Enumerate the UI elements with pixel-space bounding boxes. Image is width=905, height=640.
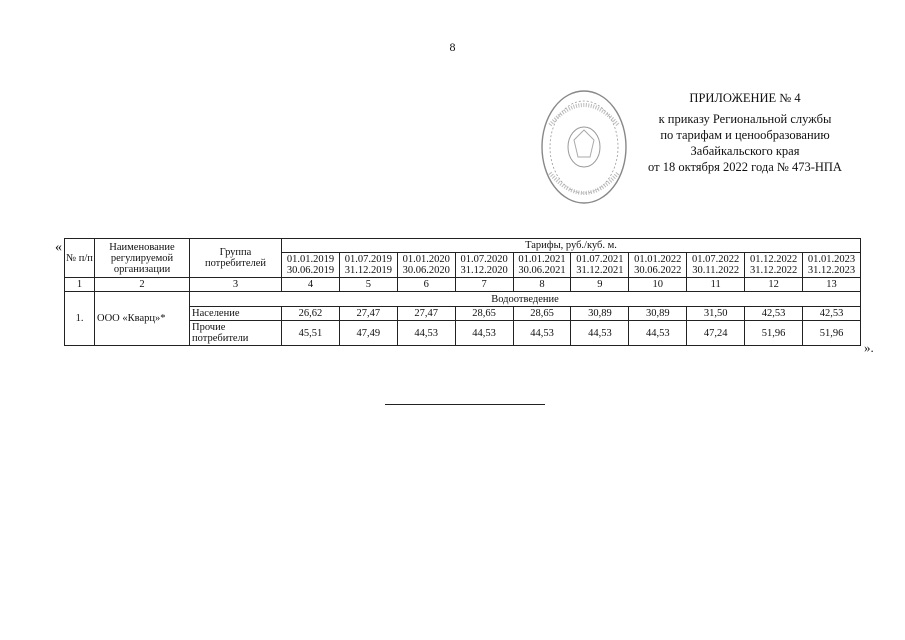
column-number: 10 (629, 278, 687, 292)
tariff-value: 28,65 (455, 307, 513, 321)
consumer-group: Прочие потребители (190, 321, 282, 346)
period-header (455, 253, 513, 278)
tariff-table (64, 238, 861, 346)
section-title: Водоотведение (190, 292, 861, 307)
period-header (513, 253, 571, 278)
appendix-title: ПРИЛОЖЕНИЕ № 4 (689, 91, 801, 105)
column-number: 13 (803, 278, 861, 292)
column-number: 7 (455, 278, 513, 292)
period-to: 31.12.2021 (576, 265, 624, 276)
period-header (629, 253, 687, 278)
period-from: 01.01.2019 (286, 254, 335, 265)
period-header (571, 253, 629, 278)
appendix-line-4: от 18 октября 2022 года № 473-НПА (648, 160, 842, 174)
column-number: 4 (282, 278, 340, 292)
period-from: 01.01.2020 (402, 254, 450, 265)
page-number: 8 (449, 40, 456, 54)
column-number: 6 (397, 278, 455, 292)
tariff-value: 42,53 (803, 307, 861, 321)
column-number: 12 (745, 278, 803, 292)
tariff-value: 30,89 (571, 307, 629, 321)
period-from: 01.07.2019 (344, 254, 392, 265)
column-number: 3 (190, 278, 282, 292)
period-header (282, 253, 340, 278)
period-header (745, 253, 803, 278)
period-from: 01.01.2021 (518, 254, 566, 265)
period-from: 01.07.2022 (692, 254, 740, 265)
appendix-line-3: Забайкальского края (690, 144, 800, 158)
signature-line (385, 404, 545, 405)
period-to: 31.12.2023 (807, 265, 856, 276)
period-from: 01.07.2020 (460, 254, 508, 265)
period-to: 30.06.2019 (286, 265, 335, 276)
appendix-header (620, 90, 870, 175)
header-consumer-group: Группа потребителей (190, 239, 282, 278)
period-from: 01.12.2022 (749, 254, 798, 265)
appendix-line-2: по тарифам и ценообразованию (660, 128, 830, 142)
consumer-group: Население (190, 307, 282, 321)
header-organization: Наименование регулируемой организации (95, 239, 190, 278)
period-to: 30.11.2022 (692, 265, 740, 276)
period-to: 30.06.2021 (518, 265, 566, 276)
period-header (803, 253, 861, 278)
tariff-value: 27,47 (397, 307, 455, 321)
organization-name: ООО «Кварц»* (95, 292, 190, 346)
period-header (397, 253, 455, 278)
column-number: 11 (687, 278, 745, 292)
period-to: 31.12.2020 (460, 265, 508, 276)
tariff-value: 45,51 (282, 321, 340, 346)
tariff-value: 30,89 (629, 307, 687, 321)
tariff-value: 42,53 (745, 307, 803, 321)
period-to: 31.12.2022 (749, 265, 798, 276)
tariff-value: 51,96 (745, 321, 803, 346)
period-to: 30.06.2022 (634, 265, 682, 276)
period-from: 01.01.2023 (807, 254, 856, 265)
tariff-value: 44,53 (513, 321, 571, 346)
appendix-line-1: к приказу Региональной службы (658, 112, 832, 126)
official-seal-stamp (538, 85, 630, 215)
column-number: 5 (339, 278, 397, 292)
tariff-value: 44,53 (397, 321, 455, 346)
header-no: № п/п (65, 239, 95, 278)
period-to: 30.06.2020 (402, 265, 450, 276)
column-number: 2 (95, 278, 190, 292)
tariff-value: 28,65 (513, 307, 571, 321)
period-to: 31.12.2019 (344, 265, 392, 276)
tariff-value: 47,24 (687, 321, 745, 346)
tariff-value: 44,53 (571, 321, 629, 346)
column-number: 8 (513, 278, 571, 292)
tariff-value: 31,50 (687, 307, 745, 321)
tariff-value: 51,96 (803, 321, 861, 346)
column-number: 1 (65, 278, 95, 292)
tariff-value: 47,49 (339, 321, 397, 346)
opening-quote: « (55, 240, 62, 255)
tariff-value: 44,53 (629, 321, 687, 346)
tariff-value: 26,62 (282, 307, 340, 321)
period-header (687, 253, 745, 278)
row-number: 1. (65, 292, 95, 346)
column-number: 9 (571, 278, 629, 292)
column-numbers-row (65, 278, 861, 292)
header-tariffs: Тарифы, руб./куб. м. (282, 239, 861, 253)
period-from: 01.01.2022 (634, 254, 682, 265)
tariff-value: 44,53 (455, 321, 513, 346)
tariff-value: 27,47 (339, 307, 397, 321)
closing-quote: ». (864, 340, 874, 355)
period-header (339, 253, 397, 278)
period-from: 01.07.2021 (576, 254, 624, 265)
